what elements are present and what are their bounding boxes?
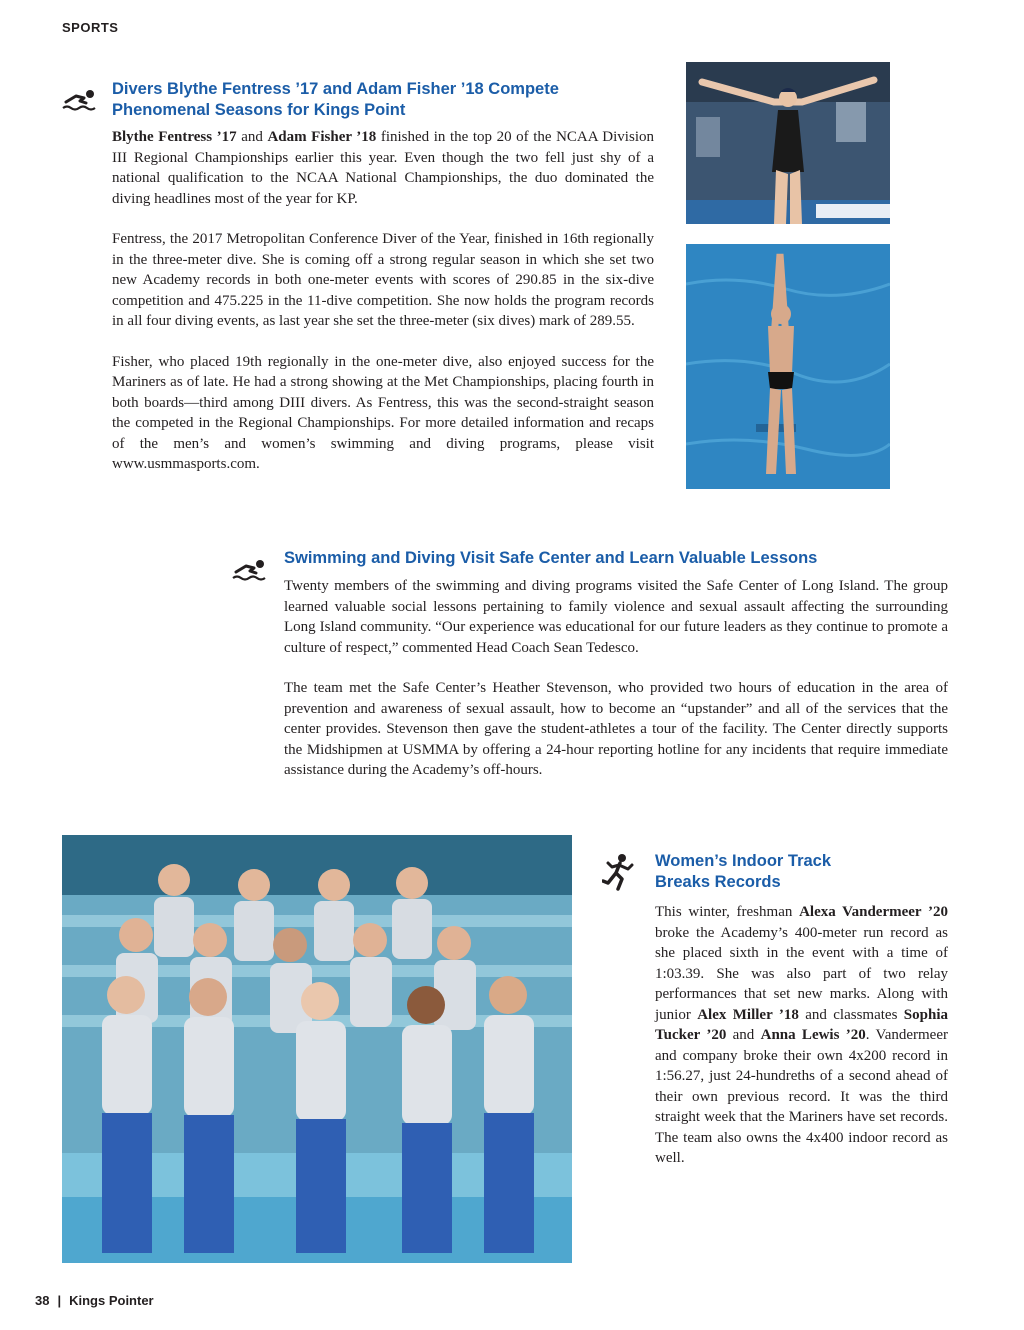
diver-photo-fentress [686, 62, 890, 224]
article3-text-1: This winter, freshman [655, 904, 800, 920]
article1-paragraph-3: Fisher, who placed 19th regionally in the one-meter dive, also enjoyed success for the Mariners as of late. He had a strong showing at the Met Championships, placing fourth in both boards—third among DIII divers. As Fentress, this was the second-straight season the competed in the Regional Championships. For more detailed information and recaps of the men’s and women’s swimming and diving programs, please visit www.usmmasports.com. [112, 353, 654, 472]
page-number: 38 [35, 1293, 50, 1308]
article3-headline: Women’s Indoor Track Breaks Records [655, 852, 832, 891]
name-miller: Alex Miller ’18 [697, 1006, 799, 1023]
name-fisher: Adam Fisher ’18 [267, 129, 377, 145]
article1-paragraph-1 [112, 127, 654, 209]
name-lewis: Anna Lewis ’20 [760, 1027, 866, 1043]
article3-text-2: broke the Academy’s 400-meter run record as she placed sixth in the event with a time of 1:03.39. She was also part of two relay performances that set new marks. Along with junior [655, 924, 948, 1023]
publication-name: Kings Pointer [69, 1293, 154, 1308]
name-fentress: Blythe Fentress ’17 [112, 129, 237, 145]
name-tucker: Sophia Tucker ’20 [655, 1006, 948, 1043]
article3-body [655, 902, 948, 1189]
article3-text-3: and classmates [798, 1006, 904, 1023]
article2-paragraph-2: The team met the Safe Center’s Heather Stevenson, who provided two hours of education in the area of prevention and awareness of sexual assault, how to become an “upstander” and all of the services that the center provides. Stevenson then gave the student-athletes a tour of the facility. The Center directly supports the Midshipmen at USMMA by offering a 24-hour reporting hotline for any incidents that require immediate assistance during the Academy’s off-hours. [284, 680, 948, 778]
article1-paragraph-1-text: finished in the top 20 of the NCAA Division III Regional Championships earlier this year. Even though the two fell just shy of a national qualification to the NCAA National Championships, the duo dominated the diving headlines most of the year for KP. [112, 129, 654, 207]
track-team-photo [62, 835, 572, 1263]
swimmer-icon [62, 88, 98, 114]
article3-text-4: and [726, 1027, 761, 1043]
page-footer [35, 1293, 154, 1308]
article1-body [112, 127, 654, 495]
article3-paragraph [655, 902, 948, 1169]
swimmer-icon [232, 558, 268, 584]
track-team-photo-art [62, 835, 572, 1263]
article1-headline: Divers Blythe Fentress ’17 and Adam Fisher ’18 Compete Phenomenal Seasons for Kings Point [112, 80, 559, 119]
conjunction: and [236, 129, 268, 145]
diver-photo-fisher-art [686, 244, 890, 489]
diver-photo-fisher [686, 244, 890, 489]
runner-icon [602, 853, 634, 891]
section-tag: SPORTS [62, 20, 119, 35]
name-vandermeer: Alexa Vandermeer ’20 [799, 904, 948, 920]
article1-paragraph-2: Fentress, the 2017 Metropolitan Conference Diver of the Year, finished in 16th regionally in the three-meter dive. She is coming off a strong regular season in which she set two new Academy records in both one-meter events with scores of 290.85 in the six-dive competition and 475.225 in the 11-dive competition. She now holds the program records in all four diving events, as last year she set the three-meter (six dives) mark of 289.55. [112, 231, 654, 329]
article2-paragraph-1: Twenty members of the swimming and diving programs visited the Safe Center of Long Island. The group learned valuable social lessons pertaining to family violence and sexual assault affecting the surrounding Long Island community. “Our experience was educational for our future leaders as they continue to promote a culture of respect,” commented Head Coach Sean Tedesco. [284, 578, 948, 656]
article3-text-5: . Vandermeer and company broke their own 4x200 record in 1:56.27, just 24-hundreths of a second ahead of their own previous record. It was the third straight week that the Mariners have set records. The team also owns the 4x400 indoor record as well. [655, 1027, 948, 1166]
footer-separator: | [57, 1293, 62, 1308]
diver-photo-fentress-art [686, 62, 890, 224]
article2-headline: Swimming and Diving Visit Safe Center and Learn Valuable Lessons [284, 549, 818, 567]
article2-body [284, 576, 948, 801]
